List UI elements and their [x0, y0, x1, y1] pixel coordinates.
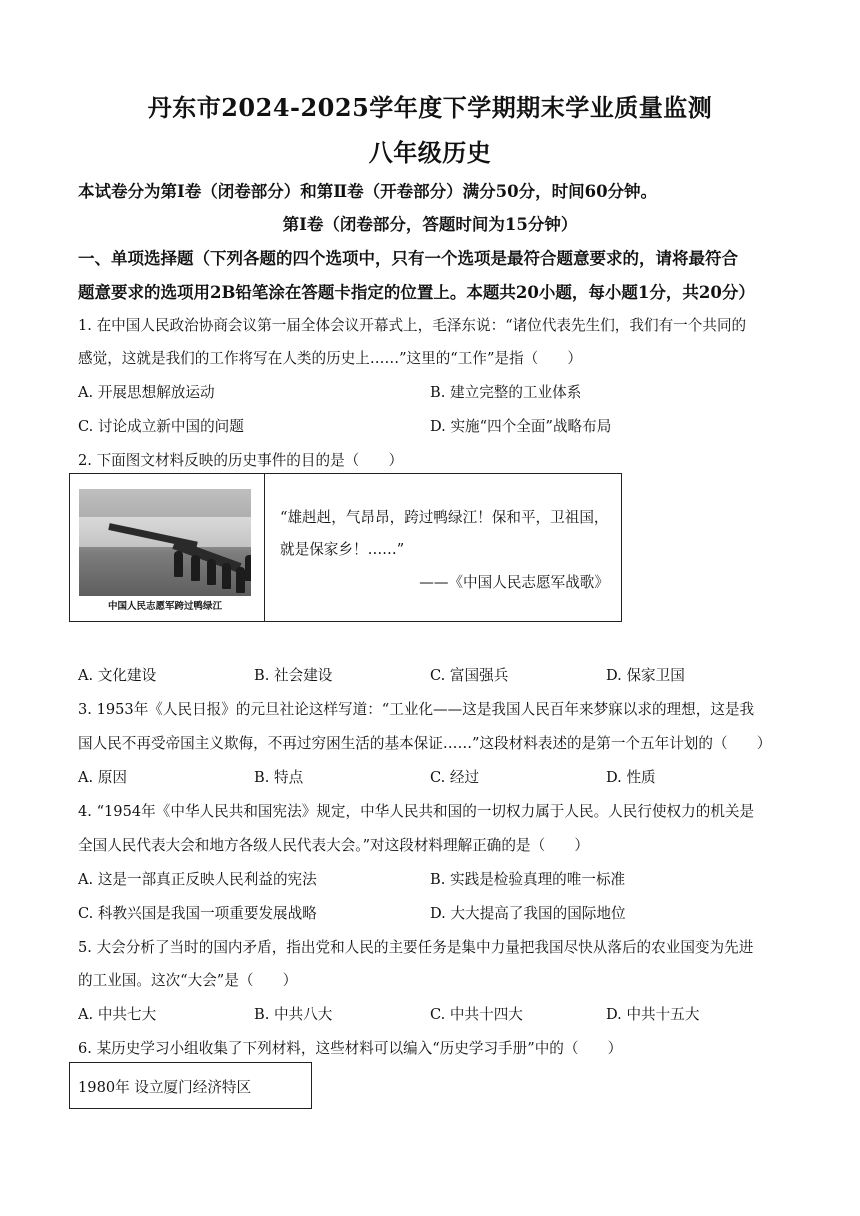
song-quote-line2: 就是保家乡！……” — [280, 541, 405, 558]
q2-option-c: C. 富国强兵 — [430, 667, 509, 684]
volunteer-army-photo — [79, 489, 251, 596]
q2-option-a: A. 文化建设 — [78, 667, 157, 684]
section-heading-line2: 题意要求的选项用2B铅笔涂在答题卡指定的位置上。本题共20小题，每小题1分，共20分） — [78, 283, 755, 302]
q4-option-b: B. 实践是检验真理的唯一标准 — [430, 871, 626, 888]
song-source: ——《中国人民志愿军战歌》 — [419, 574, 609, 591]
q4-stem-line1: 4. “1954年《中华人民共和国宪法》规定，中华人民共和国的一切权力属于人民。人民行使权力的机关是 — [78, 803, 755, 820]
section-heading-line1: 一、单项选择题（下列各题的四个选项中，只有一个选项是最符合题意要求的，请将最符合 — [78, 249, 738, 268]
exam-title: 丹东市2024-2025学年度下学期期末学业质量监测 — [147, 93, 713, 122]
q2-material-table — [69, 473, 622, 622]
photo-caption: 中国人民志愿军跨过鸭绿江 — [107, 601, 222, 612]
q6-material-text: 1980年 设立厦门经济特区 — [78, 1079, 252, 1096]
q2-option-d: D. 保家卫国 — [606, 667, 685, 684]
q5-option-b: B. 中共八大 — [254, 1006, 333, 1023]
q1-option-a: A. 开展思想解放运动 — [78, 384, 215, 401]
q4-option-d: D. 大大提高了我国的国际地位 — [430, 905, 626, 922]
table-divider — [264, 474, 265, 621]
q1-option-c: C. 讨论成立新中国的问题 — [78, 418, 244, 435]
q2-option-b: B. 社会建设 — [254, 667, 333, 684]
part-title: 第Ⅰ卷（闭卷部分，答题时间为15分钟） — [282, 215, 578, 234]
q5-stem-line1: 5. 大会分析了当时的国内矛盾，指出党和人民的主要任务是集中力量把我国尽快从落后的农业国变为先进 — [78, 939, 754, 956]
q2-stem: 2. 下面图文材料反映的历史事件的目的是（ ） — [78, 452, 404, 469]
q3-option-b: B. 特点 — [254, 769, 304, 786]
q3-stem-line1: 3. 1953年《人民日报》的元旦社论这样写道：“工业化——这是我国人民百年来梦寐以求的理想，这是我 — [78, 701, 755, 718]
q5-option-c: C. 中共十四大 — [430, 1006, 523, 1023]
q4-option-c: C. 科教兴国是我国一项重要发展战略 — [78, 905, 317, 922]
q1-option-b: B. 建立完整的工业体系 — [430, 384, 582, 401]
q3-option-a: A. 原因 — [78, 769, 128, 786]
q1-stem-line1: 1. 在中国人民政治协商会议第一届全体会议开幕式上，毛泽东说：“诸位代表先生们，我们有一个共同的 — [78, 317, 747, 334]
exam-intro: 本试卷分为第Ⅰ卷（闭卷部分）和第Ⅱ卷（开卷部分）满分50分，时间60分钟。 — [78, 182, 658, 201]
q3-option-c: C. 经过 — [430, 769, 480, 786]
q3-stem-line2: 国人民不再受帝国主义欺侮，不再过穷困生活的基本保证……”这段材料表述的是第一个五年计划的（ ） — [78, 735, 772, 752]
q6-material-box — [69, 1062, 312, 1109]
q4-option-a: A. 这是一部真正反映人民利益的宪法 — [78, 871, 317, 888]
q4-stem-line2: 全国人民代表大会和地方各级人民代表大会。”对这段材料理解正确的是（ ） — [78, 837, 589, 854]
q5-option-d: D. 中共十五大 — [606, 1006, 700, 1023]
q3-option-d: D. 性质 — [606, 769, 656, 786]
exam-subtitle: 八年级历史 — [368, 138, 492, 167]
q6-stem: 6. 某历史学习小组收集了下列材料，这些材料可以编入“历史学习手册”中的（ ） — [78, 1040, 623, 1057]
q1-option-d: D. 实施“四个全面”战略布局 — [430, 418, 612, 435]
song-quote-line1: “雄赳赳，气昂昂，跨过鸭绿江！保和平，卫祖国， — [280, 509, 609, 526]
q5-option-a: A. 中共七大 — [78, 1006, 157, 1023]
q5-stem-line2: 的工业国。这次“大会”是（ ） — [78, 972, 298, 989]
q1-stem-line2: 感觉，这就是我们的工作将写在人类的历史上……”这里的“工作”是指（ ） — [78, 350, 582, 367]
